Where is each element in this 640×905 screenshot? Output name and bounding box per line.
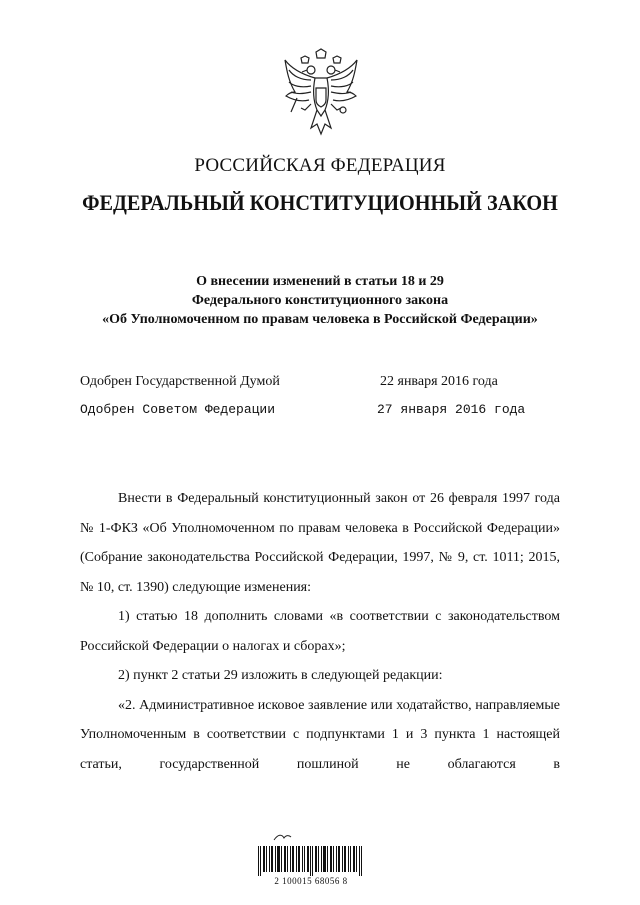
duma-approval-label: Одобрен Государственной Думой <box>80 374 280 389</box>
law-body <box>80 484 560 779</box>
barcode-number: 2 100015 68056 8 <box>274 876 348 886</box>
law-title-line-1: О внесении изменений в статьи 18 и 29 <box>196 274 444 289</box>
council-approval-label: Одобрен Советом Федерации <box>80 402 276 417</box>
body-paragraph-4: «2. Административное исковое заявление или ходатайство, направляемые Уполномоченным в соответствии с подпунктами 1 и 3 пункта 1 настоящей статьи, государственной пошлиной не облагаются в <box>80 697 560 772</box>
law-title-line-2: Федерального конституционного закона <box>191 293 449 308</box>
law-title-line-3: «Об Уполномоченном по правам человека в Российской Федерации» <box>102 312 538 327</box>
council-approval-date: 27 января 2016 года <box>377 402 526 417</box>
country-heading: РОССИЙСКАЯ ФЕДЕРАЦИЯ <box>194 155 446 176</box>
body-paragraph-1: Внести в Федеральный конституционный закон от 26 февраля 1997 года № 1-ФКЗ «Об Уполномоченном по правам человека в Российской Федерации» (Собрание законодательства Российской Федерации, 1997, № 9, ст. 1011; 2015, № 10, ст. 1390) следующие изменения: <box>80 491 560 595</box>
barcode-mark-icon <box>272 832 292 842</box>
body-paragraph-2: 1) статью 18 дополнить словами «в соответствии с законодательством Российской Федерации о налогах и сборах»; <box>80 609 560 654</box>
body-paragraph-3: 2) пункт 2 статьи 29 изложить в следующей редакции: <box>118 668 443 683</box>
law-title <box>40 272 600 329</box>
barcode <box>256 832 366 892</box>
law-type-heading: ФЕДЕРАЛЬНЫЙ КОНСТИТУЦИОННЫЙ ЗАКОН <box>82 190 558 215</box>
barcode-bars-icon <box>256 846 366 876</box>
duma-approval-date: 22 января 2016 года <box>380 374 498 389</box>
coat-of-arms-emblem-icon <box>281 48 361 142</box>
